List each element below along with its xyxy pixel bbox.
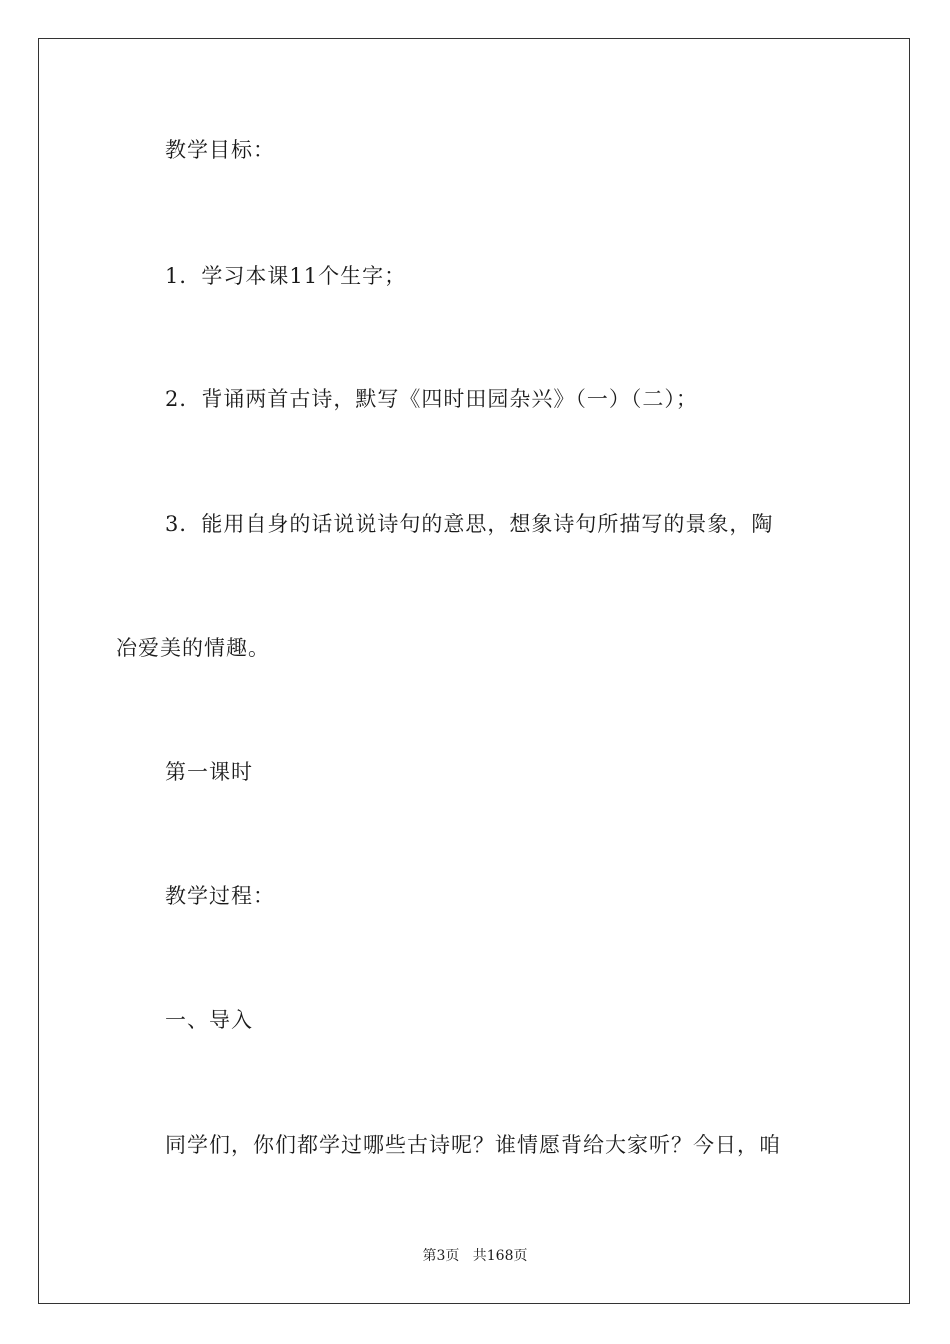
text-line-paragraph: 同学们，你们都学过哪些古诗呢？谁情愿背给大家听？今日，咱 [165,1133,781,1157]
page-number: 第3页 [422,1248,460,1264]
text-line-lesson-period: 第一课时 [165,760,253,784]
page-border [38,38,910,1304]
text-line-heading-objectives: 教学目标： [165,138,275,162]
text-line-heading-process: 教学过程： [165,884,275,908]
text-line-objective-3: 3．能用自身的话说说诗句的意思，想象诗句所描写的景象，陶 [165,512,774,536]
text-line-section-intro: 一、导入 [165,1008,253,1032]
page-total: 共168页 [472,1248,528,1264]
page-footer [0,1247,950,1265]
text-line-objective-3-cont: 冶爱美的情趣。 [116,636,270,660]
text-line-objective-2: 2．背诵两首古诗，默写《四时田园杂兴》（一）（二）； [165,387,698,411]
text-line-objective-1: 1．学习本课11个生字； [165,264,407,288]
